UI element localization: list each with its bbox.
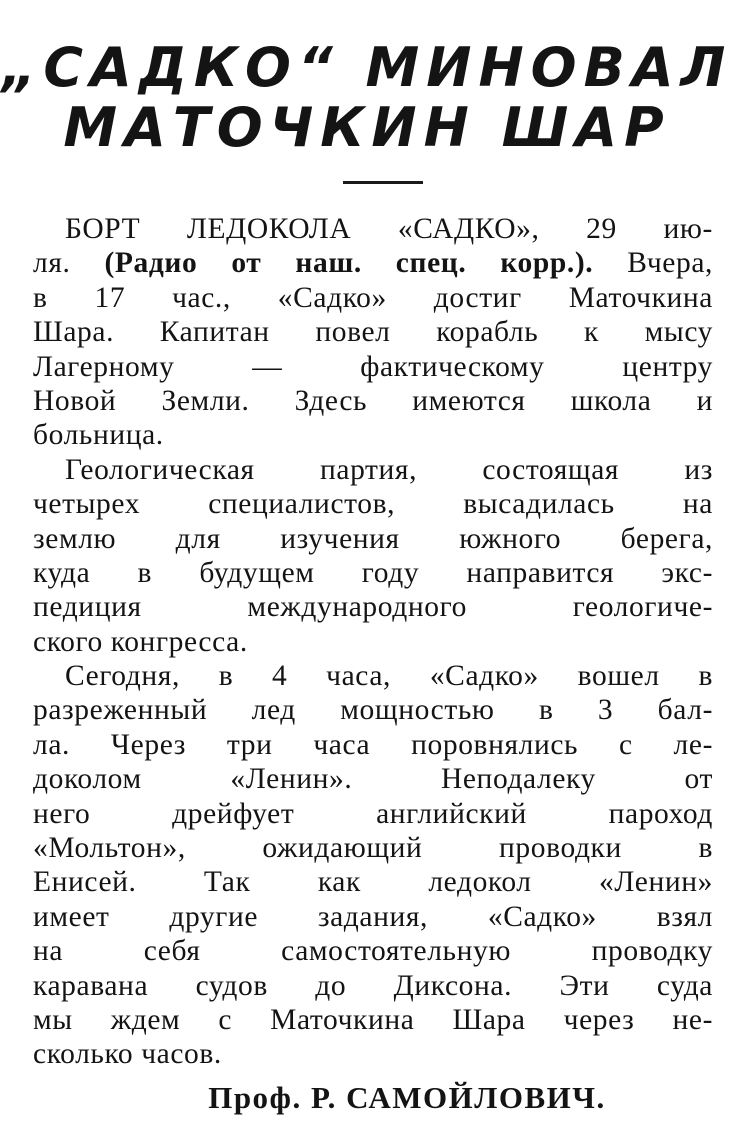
headline-line-2: МАТОЧКИН ШАР — [63, 96, 671, 159]
article-line: Сегодня, в 4 часа, «Садко» вошел в — [65, 660, 713, 693]
article-line: четырех специалистов, высадилась на — [33, 488, 713, 521]
headline-divider — [343, 181, 423, 184]
article-body — [33, 212, 713, 1072]
article-line: ского конгресса. — [33, 625, 248, 658]
article-line: каравана судов до Диксона. Эти суда — [33, 969, 713, 1002]
article-line: землю для изучения южного берега, — [33, 522, 713, 555]
article-line: «Мольтон», ожидающий проводки в — [33, 832, 713, 865]
article-line: Геологическая партия, состоящая из — [65, 453, 713, 486]
article-line: Лагерному — фактическому центру — [33, 350, 713, 383]
headline-line-1: „САДКО“ МИНОВАЛ — [1, 36, 733, 99]
article-line: имеет другие задания, «Садко» взял — [33, 900, 713, 933]
article-line — [33, 246, 713, 280]
article-line: ла. Через три часа поровнялись с ле- — [33, 728, 713, 761]
article-line: в 17 час., «Садко» достиг Маточкина — [33, 281, 713, 314]
article-text: ля. — [33, 247, 71, 280]
author-signature: Проф. Р. САМОЙЛОВИЧ. — [208, 1080, 606, 1115]
article-line: доколом «Ленин». Неподалеку от — [33, 763, 713, 796]
article-line: Шара. Капитан повел корабль к мысу — [33, 316, 713, 349]
article-line: него дрейфует английский пароход — [33, 797, 713, 830]
source-credit: (Радио от наш. спец. корр.). — [104, 247, 594, 280]
article-line: разреженный лед мощностью в 3 бал- — [33, 694, 713, 727]
article-text: Вчера, — [627, 247, 713, 280]
article-line: на себя самостоятельную проводку — [33, 935, 713, 968]
article-line: куда в будущем году направится экс- — [33, 556, 713, 589]
article-line: больница. — [33, 419, 164, 452]
article-line: сколько часов. — [33, 1038, 222, 1071]
article-dateline: БОРТ ЛЕДОКОЛА «САДКО», 29 ию- — [65, 213, 713, 245]
article-line: Новой Земли. Здесь имеются школа и — [33, 384, 713, 417]
article-line: педиция международного геологиче- — [33, 591, 713, 624]
article-line: Енисей. Так как ледокол «Ленин» — [33, 866, 713, 899]
article-line: мы ждем с Маточкина Шара через не- — [33, 1003, 713, 1036]
